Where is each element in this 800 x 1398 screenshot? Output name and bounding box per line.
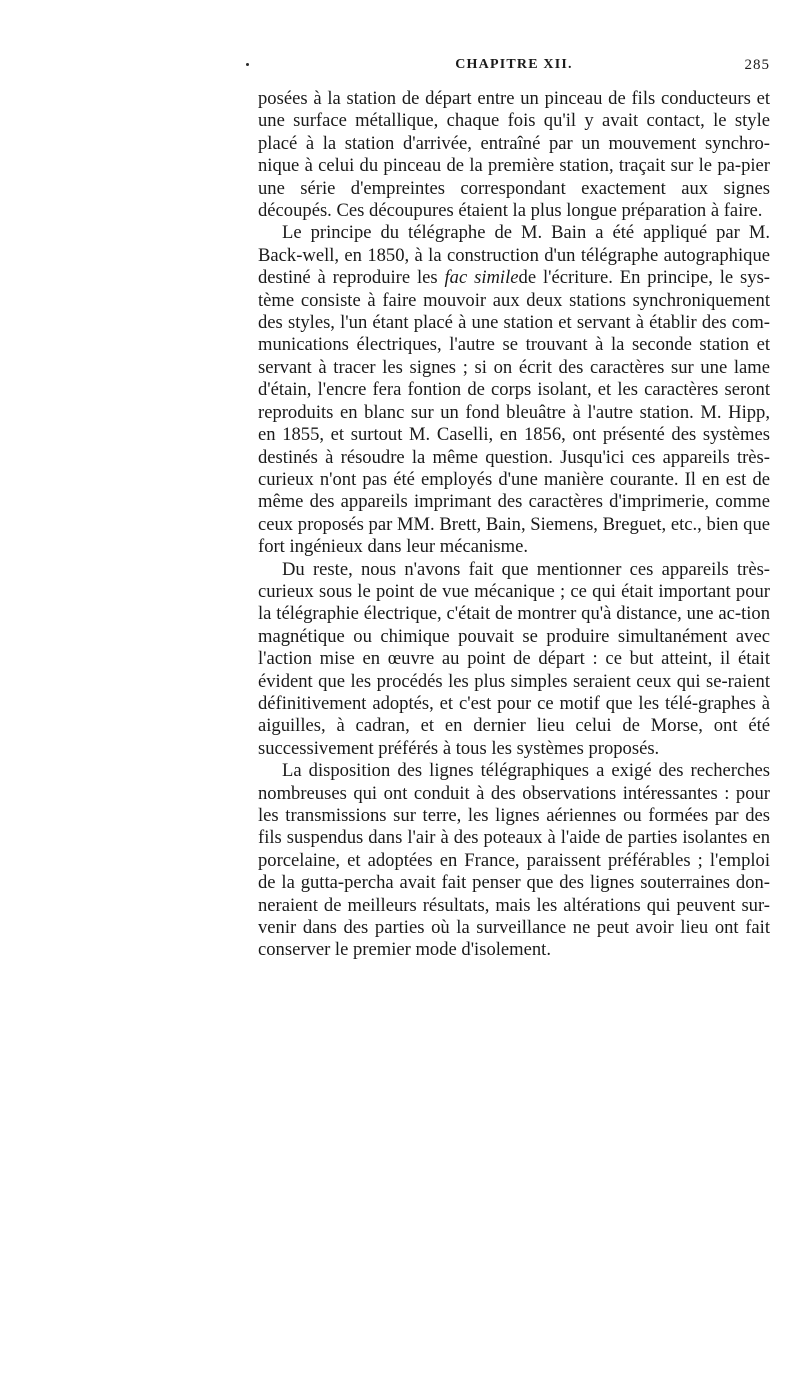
book-page xyxy=(258,56,770,962)
paragraph-3: Du reste, nous n'avons fait que mentionner ces appareils très-curieux sous le point de vue mécanique ; ce qui était important pour la télégraphie électrique, c'était de montrer qu'à distance, une ac-tion magnétique ou chimique pouvait se produire simultanément avec l'action mise en œuvre au point de départ : ce but atteint, il était évident que les procédés les plus simples seraient ceux qui se-raient définitivement adoptés, et c'est pour ce motif que les télé-graphes à aiguilles, à cadran, et en dernier lieu celui de Morse, ont été successivement préférés à tous les systèmes proposés. xyxy=(258,558,770,759)
paragraph-4: La disposition des lignes télégraphiques a exigé des recherches nombreuses qui ont conduit à des observations intéressantes : pour les transmissions sur terre, les lignes aériennes ou formées par des fils suspendus dans l'air à des poteaux à l'aide de parties isolantes en porcelaine, et adoptées en France, paraissent préférables ; l'emploi de la gutta-percha avait fait penser que des lignes souterraines don-neraient de meilleurs résultats, mais les altérations qui peuvent sur-venir dans des parties où la surveillance ne peut avoir lieu ont fait conserver le premier mode d'isolement. xyxy=(258,760,770,961)
paragraph-2 xyxy=(258,222,770,558)
paragraph-2-text-end: de l'écriture. En principe, le sys-tème consiste à faire mouvoir aux deux stations synchroniquement des styles, l'un étant placé à une station et servant à établir des com-munications électriques, l'autre se trouvant à la seconde station et servant à tracer les signes ; si on écrit des caractères sur une lame d'étain, l'encre fera fontion de corps isolant, et les caractères seront reproduits en blanc sur un fond bleuâtre à l'autre station. M. Hipp, en 1855, et surtout M. Caselli, en 1856, ont présenté des systèmes destinés à résoudre la même question. Jusqu'ici ces appareils très-curieux n'ont pas été employés d'une manière courante. Il en est de même des appareils imprimant des caractères d'imprimerie, comme ceux proposés par MM. Brett, Bain, Siemens, Breguet, etc., bien que fort ingénieux dans leur mécanisme. xyxy=(258,267,770,558)
page-number: 285 xyxy=(744,57,770,73)
paragraph-2-text-start: Le principe du télégraphe de M. Bain a été appliqué par M. Back-well, en 1850, à la construction d'un télégraphe autographique destiné à reproduire les xyxy=(258,222,770,289)
paragraph-1: posées à la station de départ entre un pinceau de fils conducteurs et une surface métallique, chaque fois qu'il y avait contact, le style placé à la station d'arrivée, entraîné par un mouvement synchro-nique à celui du pinceau de la première station, traçait sur le pa-pier une série d'empreintes correspondant exactement aux signes découpés. Ces découpures étaient la plus longue préparation à faire. xyxy=(258,88,770,222)
chapter-title: CHAPITRE XII. xyxy=(455,57,573,72)
margin-dot xyxy=(246,63,249,66)
running-header xyxy=(258,56,770,80)
paragraph-2-emphasis: fac simile xyxy=(444,267,519,289)
